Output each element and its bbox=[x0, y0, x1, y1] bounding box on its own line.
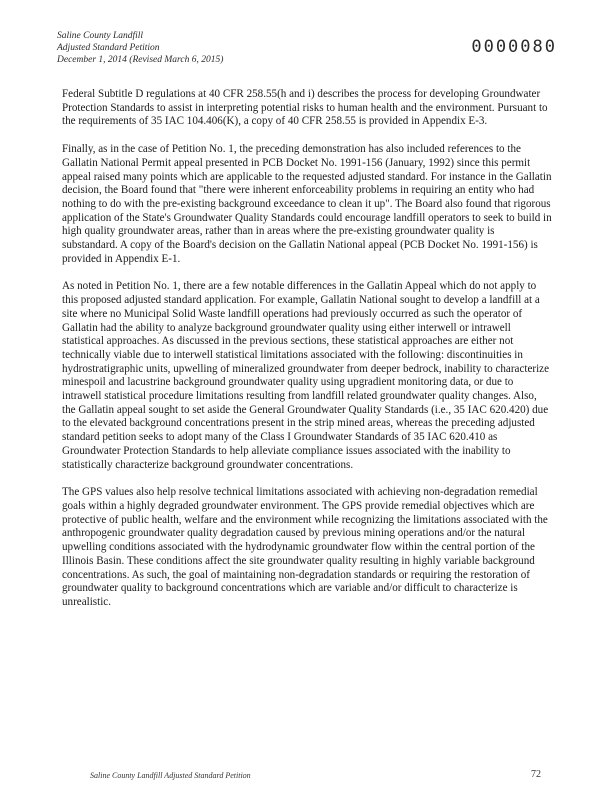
footer-title: Saline County Landfill Adjusted Standard Petition bbox=[90, 771, 251, 780]
header-line-3: December 1, 2014 (Revised March 6, 2015) bbox=[57, 55, 224, 65]
document-number: 0000080 bbox=[471, 37, 557, 57]
paragraph: Finally, as in the case of Petition No. 1, the preceding demonstration has also included references to the Gallatin National Permit appeal presented in PCB Docket No. 1991-156 (January, 1992) since this permit appeal raised many points which are applicable to the requested adjusted standard. For instance in the Gallatin decision, the Board found that "there were inherent enforceability problems in requiring an entity who had nothing to do with the pre-existing background exceedance to clean it up". The Board also found that rigorous application of the State's Groundwater Quality Standards could encourage landfill operators to seek to build in high quality groundwater areas, rather than in areas where the pre-existing groundwater quality is substandard. A copy of the Board's decision on the Gallatin National appeal (PCB Docket No. 1991-156) is provided in Appendix E-1. bbox=[62, 143, 552, 265]
header-line-1: Saline County Landfill bbox=[57, 31, 144, 41]
page-header bbox=[57, 30, 223, 66]
page-number: 72 bbox=[531, 769, 541, 780]
paragraph: Federal Subtitle D regulations at 40 CFR 258.55(h and i) describes the process for developing Groundwater Protection Standards to assist in interpreting potential risks to human health and the environment. Pursuant to the requirements of 35 IAC 104.406(K), a copy of 40 CFR 258.55 is provided in Appendix E-3. bbox=[62, 88, 548, 128]
body-text bbox=[62, 88, 553, 624]
paragraph: As noted in Petition No. 1, there are a few notable differences in the Gallatin Appeal which do not apply to this proposed adjusted standard application. For example, Gallatin National sought to develop a landfill at a site where no Municipal Solid Waste landfill operations had previously occurred as such the operator of Gallatin had the ability to analyze background groundwater quality using either interwell or intrawell statistical approaches. As discussed in the previous sections, these statistical approaches are either not technically viable due to interwell statistical limitations associated with the following: discontinuities in hydrostratigraphic units, upwelling of mineralized groundwater from deeper bedrock, inability to characterize minespoil and lacustrine background groundwater quality using upgradient monitoring data, or due to intrawell statistical procedure limitations resulting from landfill related groundwater quality changes. Also, the Gallatin appeal sought to set aside the General Groundwater Quality Standards (i.e., 35 IAC 620.420) due to the elevated background concentrations present in the strip mined areas, whereas the preceding adjusted standard petition seeks to adopt many of the Class I Groundwater Standards of 35 IAC 620.410 as Groundwater Protection Standards to help alleviate compliance issues associated with the inability to statistically characterize background groundwater concentrations. bbox=[62, 280, 550, 471]
paragraph: The GPS values also help resolve technical limitations associated with achieving non-degradation remedial goals within a highly degraded groundwater environment. The GPS provide remedial objectives which are protective of public health, welfare and the environment while recognizing the limitations associated with the anthropogenic groundwater quality degradation caused by previous mining operations and/or the natural upwelling conditions associated with the hydrodynamic groundwater flow within the central portion of the Illinois Basin. These conditions affect the site groundwater quality resulting in highly variable background concentrations. As such, the goal of maintaining non-degradation standards or requiring the restoration of groundwater quality to background concentrations which are variable and/or difficult to characterize is unrealistic. bbox=[62, 486, 548, 608]
header-line-2: Adjusted Standard Petition bbox=[57, 43, 160, 53]
